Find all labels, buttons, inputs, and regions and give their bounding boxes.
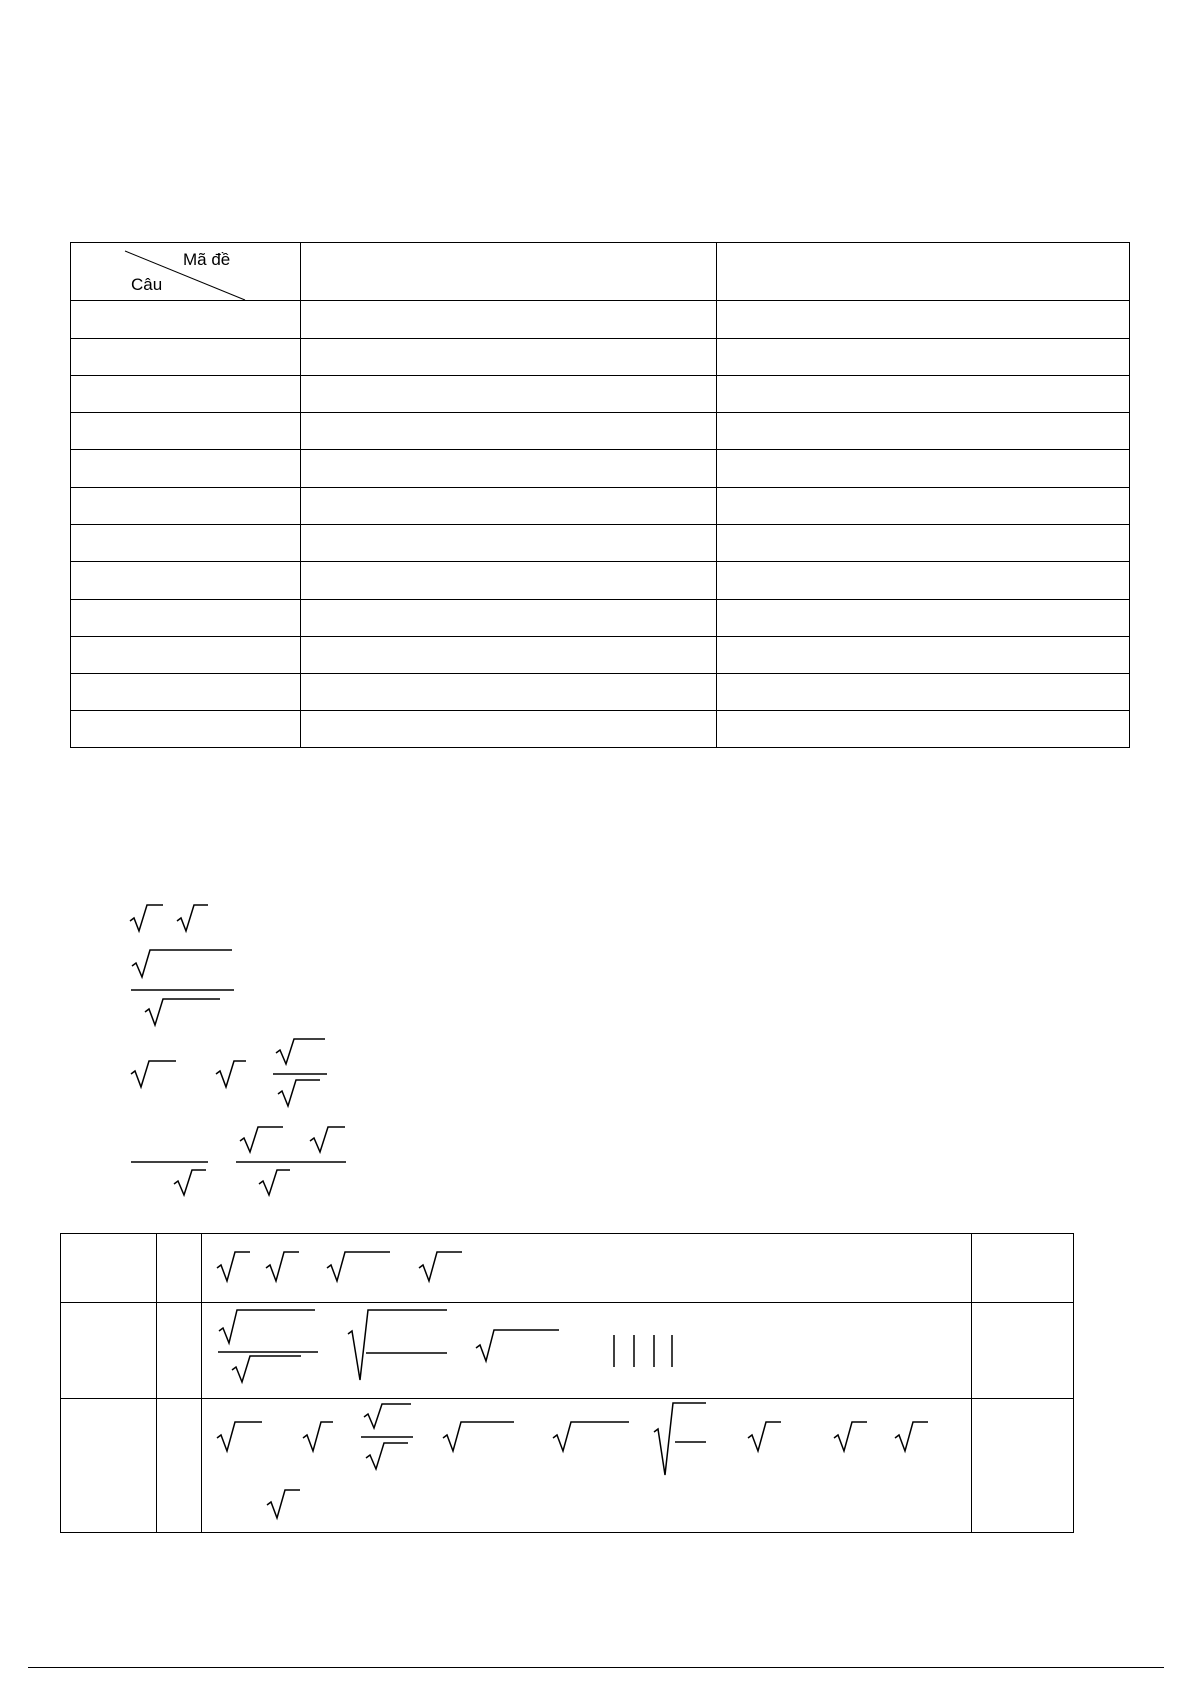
header-row-label: Câu [131, 275, 163, 294]
radical-sign [748, 1422, 781, 1451]
radical-sign [654, 1403, 706, 1475]
radical-sign [419, 1252, 462, 1281]
radical-sign [267, 1490, 300, 1518]
radical-sign [476, 1330, 559, 1361]
radical-sign [266, 1252, 299, 1281]
radical-sign [366, 1443, 408, 1469]
radical-sign [443, 1422, 514, 1451]
radical-sign [364, 1404, 411, 1428]
radical-sign [834, 1422, 867, 1451]
radical-sign [348, 1310, 447, 1380]
radical-sign [217, 1422, 262, 1451]
radical-sign [217, 1252, 250, 1281]
page-footer-rule [28, 1667, 1164, 1668]
radical-sign [327, 1252, 390, 1281]
radical-sign [219, 1310, 315, 1343]
radical-sign [303, 1422, 333, 1451]
radical-sign [232, 1356, 301, 1382]
header-column-label: Mã đề [183, 250, 231, 269]
radical-sign [895, 1422, 928, 1451]
radical-sign [553, 1422, 629, 1451]
